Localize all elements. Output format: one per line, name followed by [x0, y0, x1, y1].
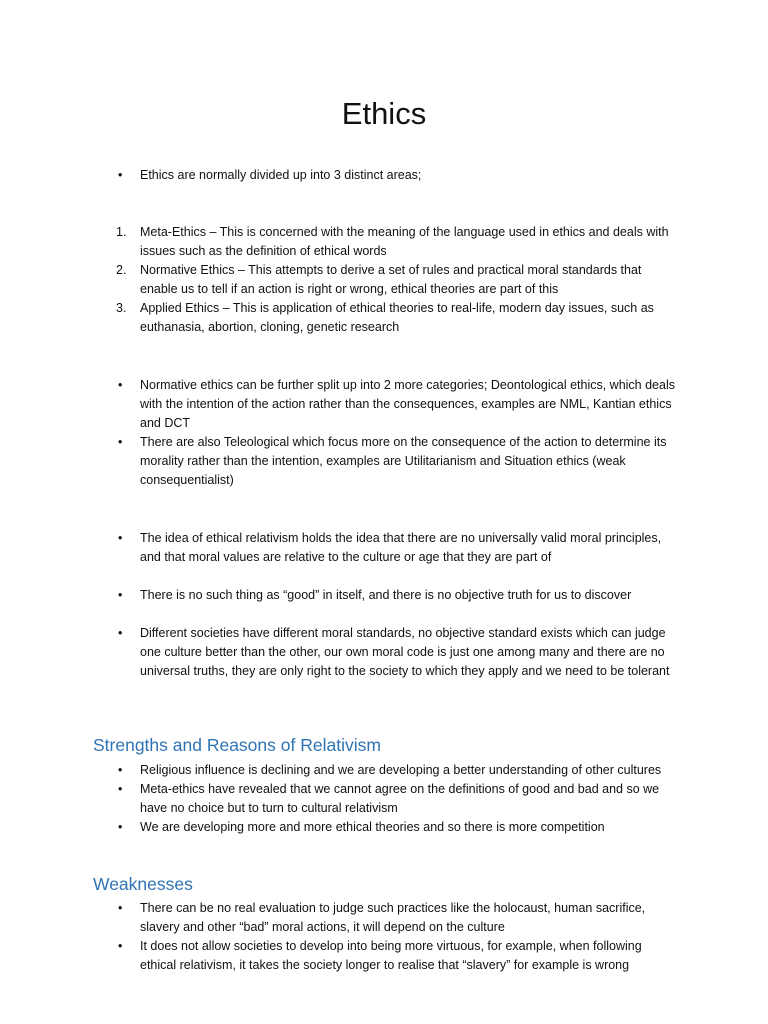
list-item-text: There are also Teleological which focus more on the consequence of the action to determine its morality rather than the intention, examples are Utilitarianism and Situation ethics (weak consequentialist)	[140, 435, 667, 487]
intro-bullet-list	[116, 166, 676, 185]
list-item	[116, 899, 676, 937]
list-item	[116, 166, 676, 185]
list-item	[116, 529, 676, 567]
list-item-text: There can be no real evaluation to judge such practices like the holocaust, human sacrifice, slavery and other “bad” moral actions, it will depend on the culture	[140, 901, 646, 934]
numbered-list	[116, 223, 676, 337]
list-item	[116, 761, 676, 780]
bullet-icon: •	[118, 939, 123, 953]
list-item	[116, 433, 676, 490]
bullet-icon: •	[118, 782, 123, 796]
bullet-icon: •	[118, 763, 123, 777]
relativism-bullet-list	[116, 529, 676, 681]
bullet-icon: •	[118, 820, 123, 834]
page-title: Ethics	[341, 96, 427, 131]
bullet-icon: •	[118, 168, 123, 182]
strengths-heading: Strengths and Reasons of Relativism	[93, 735, 381, 755]
list-item	[116, 586, 676, 605]
list-item-text: We are developing more and more ethical theories and so there is more competition	[140, 820, 605, 834]
list-item	[116, 261, 676, 299]
list-number: 2.	[116, 263, 127, 277]
list-number: 3.	[116, 301, 127, 315]
list-item-text: The idea of ethical relativism holds the idea that there are no universally valid moral principles, and that moral values are relative to the culture or age that they are part of	[140, 531, 662, 564]
list-item	[116, 376, 676, 433]
list-item	[116, 299, 676, 337]
bullet-icon: •	[118, 531, 123, 545]
list-item	[116, 624, 676, 681]
list-item-text: Different societies have different moral standards, no objective standard exists which can judge one culture better than the other, our own moral code is just one among many and there are no universal truths, they are only right to the society to which they apply and we need to be tolerant	[140, 626, 670, 678]
list-item-text: Religious influence is declining and we are developing a better understanding of other cultures	[140, 763, 662, 777]
bullet-icon: •	[118, 901, 123, 915]
strengths-bullet-list	[116, 761, 676, 837]
list-number: 1.	[116, 225, 127, 239]
bullet-icon: •	[118, 378, 123, 392]
list-item-text: Meta-ethics have revealed that we cannot agree on the definitions of good and bad and so we have no choice but to turn to cultural relativism	[140, 782, 660, 815]
bullet-icon: •	[118, 435, 123, 449]
list-item-text: Applied Ethics – This is application of ethical theories to real-life, modern day issues, such as euthanasia, abortion, cloning, genetic research	[140, 301, 654, 334]
list-item	[116, 937, 676, 975]
list-item-text: Normative Ethics – This attempts to derive a set of rules and practical moral standards that enable us to tell if an action is right or wrong, ethical theories are part of this	[140, 263, 642, 296]
list-item-text: It does not allow societies to develop into being more virtuous, for example, when following ethical relativism, it takes the society longer to realise that “slavery” for example is wrong	[140, 939, 642, 972]
list-item	[116, 223, 676, 261]
list-item	[116, 780, 676, 818]
list-item-text: Ethics are normally divided up into 3 distinct areas;	[140, 168, 422, 182]
weaknesses-bullet-list	[116, 899, 676, 975]
list-item-text: Normative ethics can be further split up into 2 more categories; Deontological ethics, which deals with the intention of the action rather than the consequences, examples are NML, Kantian ethics and DCT	[140, 378, 675, 430]
weaknesses-heading: Weaknesses	[93, 874, 193, 894]
bullet-icon: •	[118, 626, 123, 640]
list-item-text: There is no such thing as “good” in itself, and there is no objective truth for us to discover	[140, 588, 632, 602]
list-item-text: Meta-Ethics – This is concerned with the meaning of the language used in ethics and deals with issues such as the definition of ethical words	[140, 225, 669, 258]
list-item	[116, 818, 676, 837]
normative-bullet-list	[116, 376, 676, 490]
bullet-icon: •	[118, 588, 123, 602]
